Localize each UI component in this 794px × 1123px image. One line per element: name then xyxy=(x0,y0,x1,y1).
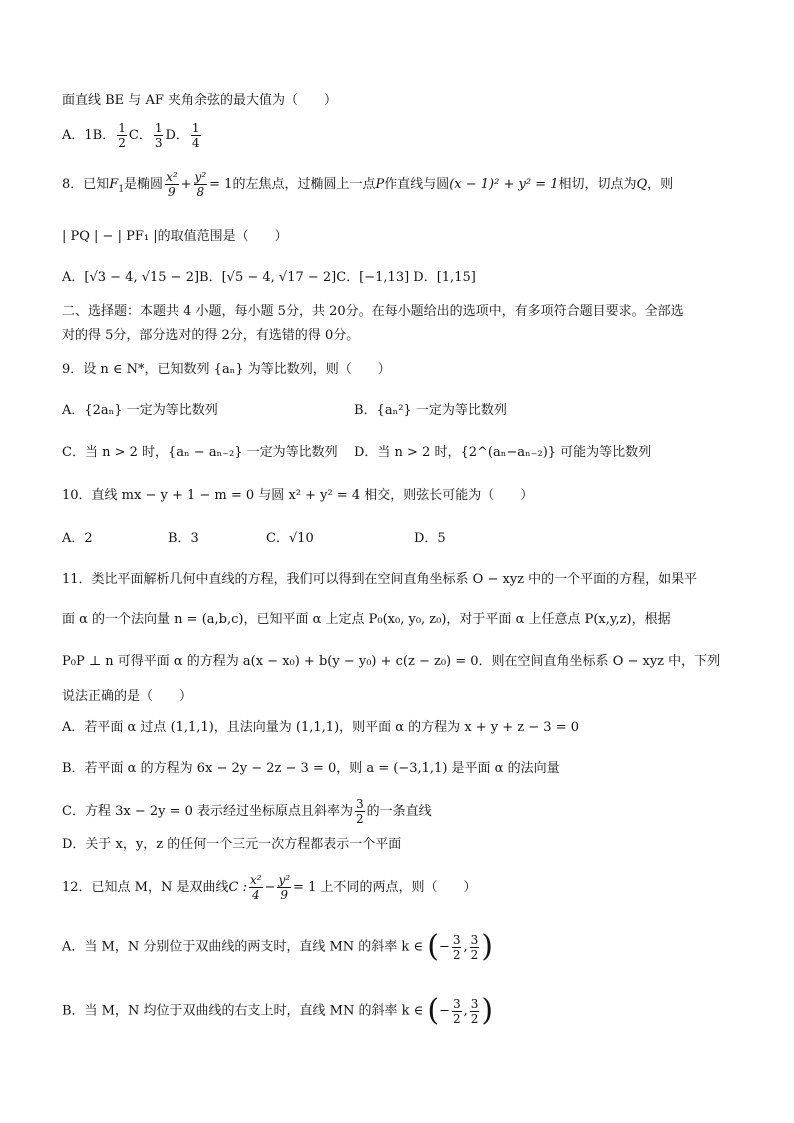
q7-stem-tail: 面直线 BE 与 AF 夹角余弦的最大值为（ ） xyxy=(62,93,337,108)
q8-stem-line1: 8．已知$F_1$是椭圆 $\frac{\text{x²}}{9}$ + $\frac{\text{y²}}{8}$ = 1的左焦点，过椭圆上一点P作直线与圆(x − 1)² + y² = 1相切，切点为Q，则 xyxy=(62,170,674,199)
q10-option-a: A．2 xyxy=(62,531,93,546)
fraction: $\frac{\text{y²}}{9}$ xyxy=(278,873,291,902)
fraction: $\frac{3}{2}$ xyxy=(356,797,364,826)
q11-line2: 面 α 的一个法向量 n = (a,b,c)，已知平面 α 上定点 P₀(x₀, y₀, z₀)，对于平面 α 上任意点 P(x,y,z)，根据 xyxy=(62,612,671,627)
q11-option-b: B．若平面 α 的方程为 6x − 2y − 2z − 3 = 0，则 a = (−3,1,1) 是平面 α 的法向量 xyxy=(62,761,560,776)
fraction: $\frac{3}{2}$ xyxy=(452,932,461,962)
q9-option-d: D．当 n > 2 时，{2^(aₙ−aₙ₋₂)} 可能为等比数列 xyxy=(354,445,652,460)
q9-row2 xyxy=(62,444,754,462)
q12-stem: 12．已知点 M，N 是双曲线C : $\frac{\text{x²}}{4}$ − $\frac{\text{y²}}{9}$ = 1 上不同的两点，则（ ） xyxy=(62,873,477,902)
fraction: $\frac{3}{2}$ xyxy=(470,932,479,962)
q8-stem-line2: | PQ | − | PF₁ |的取值范围是（ ） xyxy=(62,229,288,244)
q11-line4: 说法正确的是（ ） xyxy=(62,689,193,704)
q9-option-a: A．{2aₙ} 一定为等比数列 xyxy=(62,403,218,418)
q10-option-b: B．3 xyxy=(168,531,199,546)
fraction: $\frac{\text{x²}}{4}$ xyxy=(249,873,262,902)
q10-option-c: C．√10 xyxy=(266,531,314,546)
q12-option-a: A．当 M，N 分别位于双曲线的两支时，直线 MN 的斜率 k ∈ (− $\frac{3}{2}$ , $\frac{3}{2}$ ) xyxy=(62,929,493,964)
q8-options: A．[√3 − 4, √15 − 2]B．[√5 − 4, √17 − 2]C．[−1,13] D．[1,15] xyxy=(62,270,476,285)
q11-option-a: A．若平面 α 过点 (1,1,1)，且法向量为 (1,1,1)，则平面 α 的方程为 x + y + z − 3 = 0 xyxy=(62,720,580,735)
q11-line1: 11．类比平面解析几何中直线的方程，我们可以得到在空间直角坐标系 O − xyz 中的一个平面的方程，如果平 xyxy=(62,572,698,587)
q9-option-c: C．当 n > 2 时，{aₙ − aₙ₋₂} 一定为等比数列 xyxy=(62,445,338,460)
fraction: $\frac{3}{2}$ xyxy=(470,996,479,1026)
section2-line1: 二、选择题：本题共 4 小题，每小题 5分，共 20分。在每小题给出的选项中，有多项符合题目要求。全部选 xyxy=(62,304,684,319)
q10-stem: 10．直线 mx − y + 1 − m = 0 与圆 x² + y² = 4 相交，则弦长可能为（ ） xyxy=(62,488,534,503)
fraction: $\frac{1}{4}$ xyxy=(191,121,200,150)
q12-option-b: B．当 M，N 均位于双曲线的右支上时，直线 MN 的斜率 k ∈ (− $\frac{3}{2}$ , $\frac{3}{2}$ ) xyxy=(62,993,494,1028)
fraction: $\frac{3}{2}$ xyxy=(453,996,461,1026)
section2-line2: 对的得 5分，部分选对的得 2分，有选错的得 0分。 xyxy=(62,328,360,343)
q10-option-d: D．5 xyxy=(414,531,446,546)
q11-option-d: D．关于 x，y，z 的任何一个三元一次方程都表示一个平面 xyxy=(62,837,402,852)
q9-row1 xyxy=(62,402,754,420)
q11-option-c: C．方程 3x − 2y = 0 表示经过坐标原点且斜率为 $\frac{3}{2}$ 的一条直线 xyxy=(62,797,432,826)
q9-stem: 9．设 n ∈ N*，已知数列 {aₙ} 为等比数列，则（ ） xyxy=(62,362,391,377)
fraction: $\frac{1}{3}$ xyxy=(154,121,163,150)
fraction: $\frac{\text{y²}}{8}$ xyxy=(194,170,207,199)
fraction: $\frac{\text{x²}}{9}$ xyxy=(166,170,178,199)
q7-options: A．1B． $\frac{1}{2}$ C． $\frac{1}{3}$ D． $\frac{1}{4}$ xyxy=(62,121,200,150)
fraction: $\frac{1}{2}$ xyxy=(118,121,126,150)
q9-option-b: B．{aₙ²} 一定为等比数列 xyxy=(354,403,507,418)
q11-line3: P₀P ⊥ n 可得平面 α 的方程为 a(x − x₀) + b(y − y₀) + c(z − z₀) = 0．则在空间直角坐标系 O − xyz 中，下列 xyxy=(62,654,721,669)
